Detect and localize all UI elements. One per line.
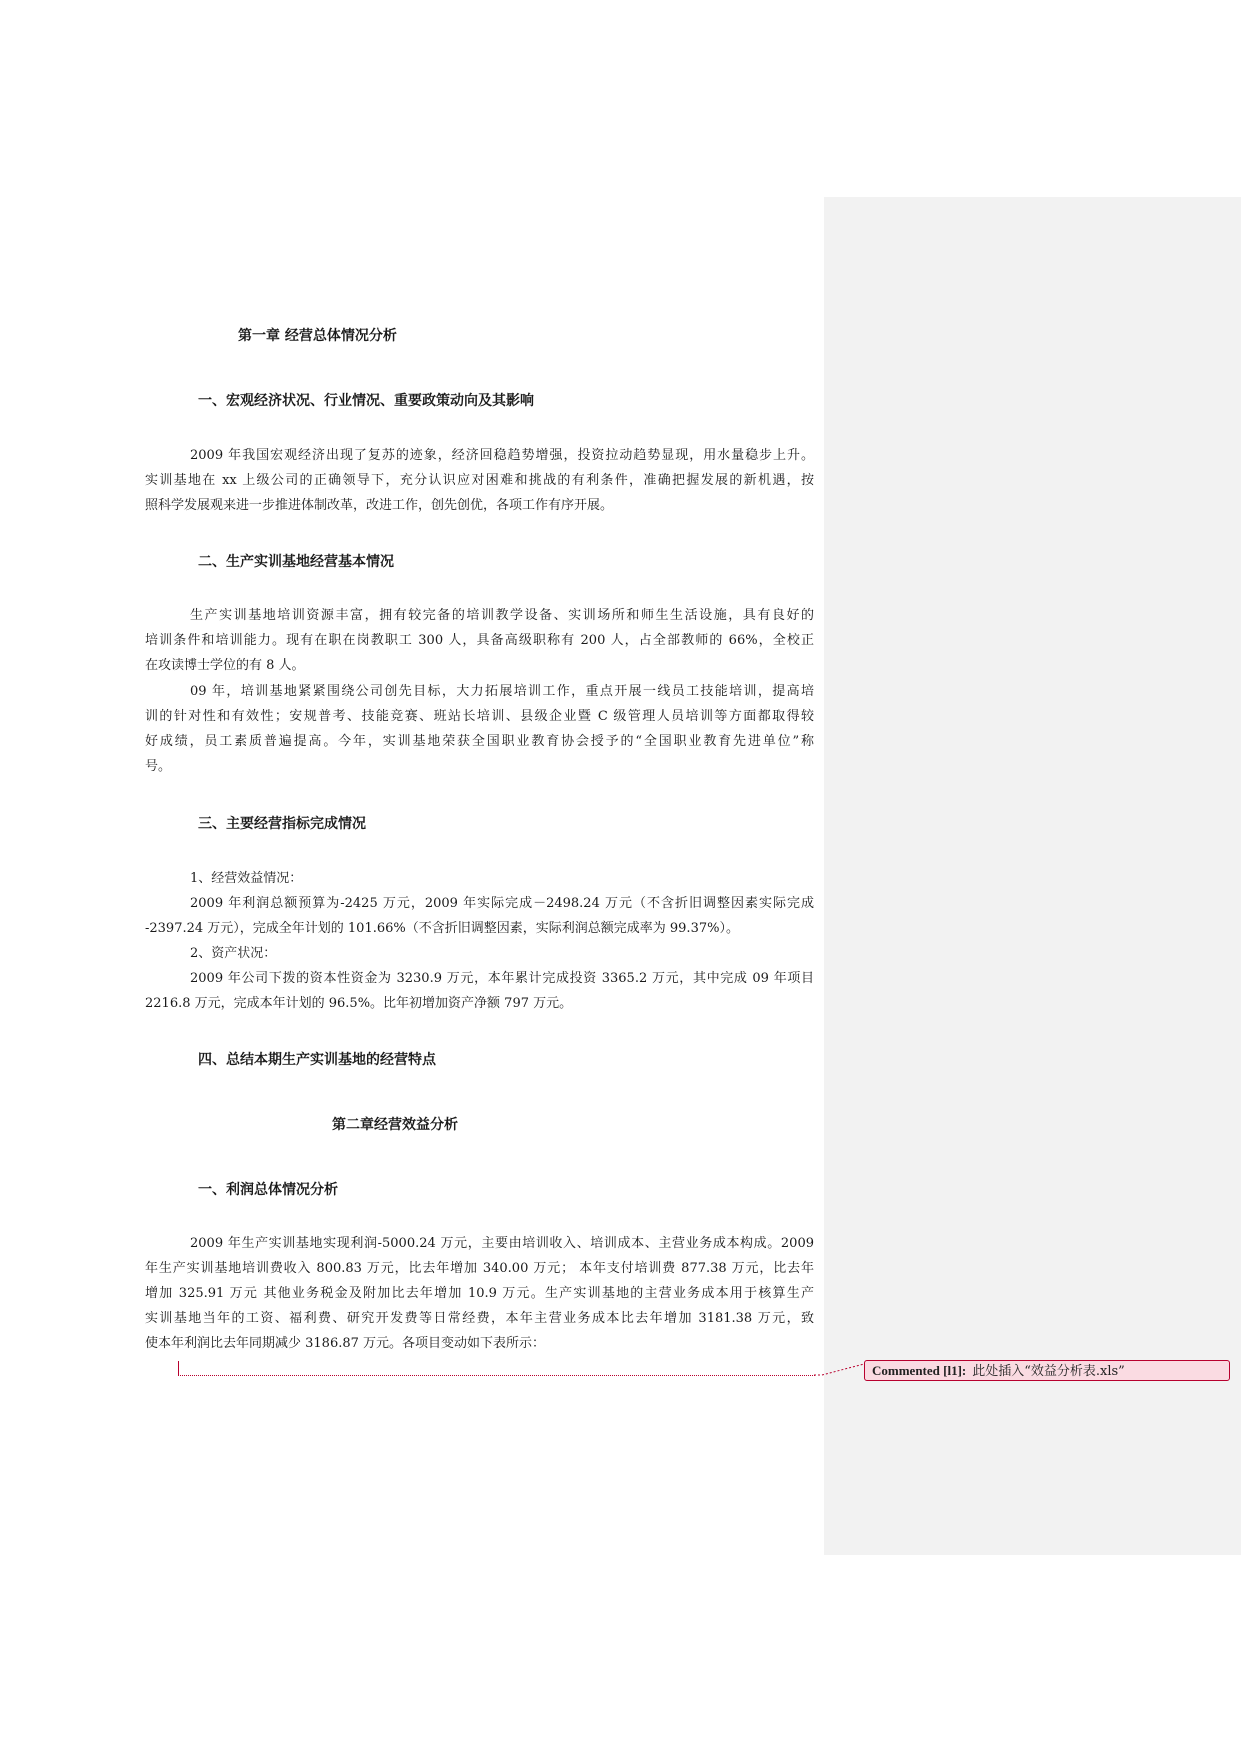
chapter2-section-1-heading: 一、利润总体情况分析 <box>198 1182 338 1198</box>
list-item-operating-results <box>145 866 814 891</box>
comment-author: Commented [l1]: <box>872 1363 967 1378</box>
paragraph-line: 2009 年利润总额预算为-2425 万元，2009 年实际完成－2498.24 万元（不含折旧调整因素实际完成 <box>190 896 814 911</box>
paragraph-line: 2009 年生产实训基地实现利润-5000.24 万元，主要由培训收入、培训成本、主营业务成本构成。2009 <box>190 1236 814 1251</box>
chapter2-title: 第二章经营效益分析 <box>332 1117 458 1133</box>
paragraph-line: 号。 <box>145 759 172 774</box>
paragraph-line: 2216.8 万元，完成本年计划的 96.5%。比年初增加资产净额 797 万元。 <box>145 996 573 1011</box>
paragraph-training-work <box>145 679 814 779</box>
comment-anchor-range[interactable] <box>178 1361 815 1376</box>
list-item-assets <box>145 941 814 966</box>
paragraph-line: 生产实训基地培训资源丰富，拥有较完备的培训教学设备、实训场所和师生生活设施，具有良好的 <box>190 608 814 623</box>
paragraph-line: 实训基地当年的工资、福利费、研究开发费等日常经费，本年主营业务成本比去年增加 3181.38 万元，致 <box>145 1311 814 1326</box>
paragraph-line: -2397.24 万元），完成全年计划的 101.66%（不含折旧调整因素，实际利润总额完成率为 99.37%）。 <box>145 921 739 936</box>
chapter1-title: 第一章 经营总体情况分析 <box>238 328 397 344</box>
paragraph-line: 09 年，培训基地紧紧围绕公司创先目标，大力拓展培训工作，重点开展一线员工技能培训，提高培 <box>190 684 814 699</box>
paragraph-profit-analysis <box>145 1231 814 1356</box>
paragraph-profit <box>145 891 814 941</box>
paragraph-line: 好成绩，员工素质普遍提高。今年，实训基地荣获全国职业教育协会授予的“全国职业教育先进单位”称 <box>145 734 814 749</box>
section-3-heading: 三、主要经营指标完成情况 <box>198 816 366 832</box>
section-2-heading: 二、生产实训基地经营基本情况 <box>198 554 394 570</box>
paragraph-line: 实训基地在 xx 上级公司的正确领导下，充分认识应对困难和挑战的有利条件，准确把握发展的新机遇，按 <box>145 473 814 488</box>
paragraph-line: 照科学发展观来进一步推进体制改革，改进工作，创先创优，各项工作有序开展。 <box>145 498 614 513</box>
paragraph-line: 在攻读博士学位的有 8 人。 <box>145 658 305 673</box>
comment-balloon[interactable] <box>864 1360 1230 1381</box>
paragraph-line: 年生产实训基地培训费收入 800.83 万元，比去年增加 340.00 万元； 本年支付培训费 877.38 万元，比去年 <box>145 1261 814 1276</box>
list-item-label: 2、资产状况： <box>190 946 277 961</box>
paragraph-line: 培训条件和培训能力。现有在职在岗教职工 300 人，具备高级职称有 200 人，占全部教师的 66%，全校正 <box>145 633 814 648</box>
paragraph-line: 2009 年我国宏观经济出现了复苏的迹象，经济回稳趋势增强，投资拉动趋势显现，用水量稳步上升。 <box>190 448 814 463</box>
list-item-label: 1、经营效益情况： <box>190 871 303 886</box>
paragraph-line: 增加 325.91 万元 其他业务税金及附加比去年增加 10.9 万元。生产实训基地的主营业务成本用于核算生产 <box>145 1286 814 1301</box>
paragraph-line: 训的针对性和有效性；安规普考、技能竞赛、班站长培训、县级企业暨 C 级管理人员培训等方面都取得较 <box>145 709 814 724</box>
paragraph-line: 使本年利润比去年同期减少 3186.87 万元。各项目变动如下表所示： <box>145 1336 546 1351</box>
paragraph-base-resources <box>145 603 814 678</box>
comment-text: 此处插入“效益分析表.xls” <box>972 1364 1125 1379</box>
section-1-heading: 一、宏观经济状况、行业情况、重要政策动向及其影响 <box>198 393 534 409</box>
paragraph-line: 2009 年公司下拨的资本性资金为 3230.9 万元，本年累计完成投资 3365.2 万元，其中完成 09 年项目 <box>190 971 814 986</box>
section-4-heading: 四、总结本期生产实训基地的经营特点 <box>198 1052 436 1068</box>
paragraph-assets <box>145 966 814 1016</box>
paragraph-macro-economy <box>145 443 814 518</box>
